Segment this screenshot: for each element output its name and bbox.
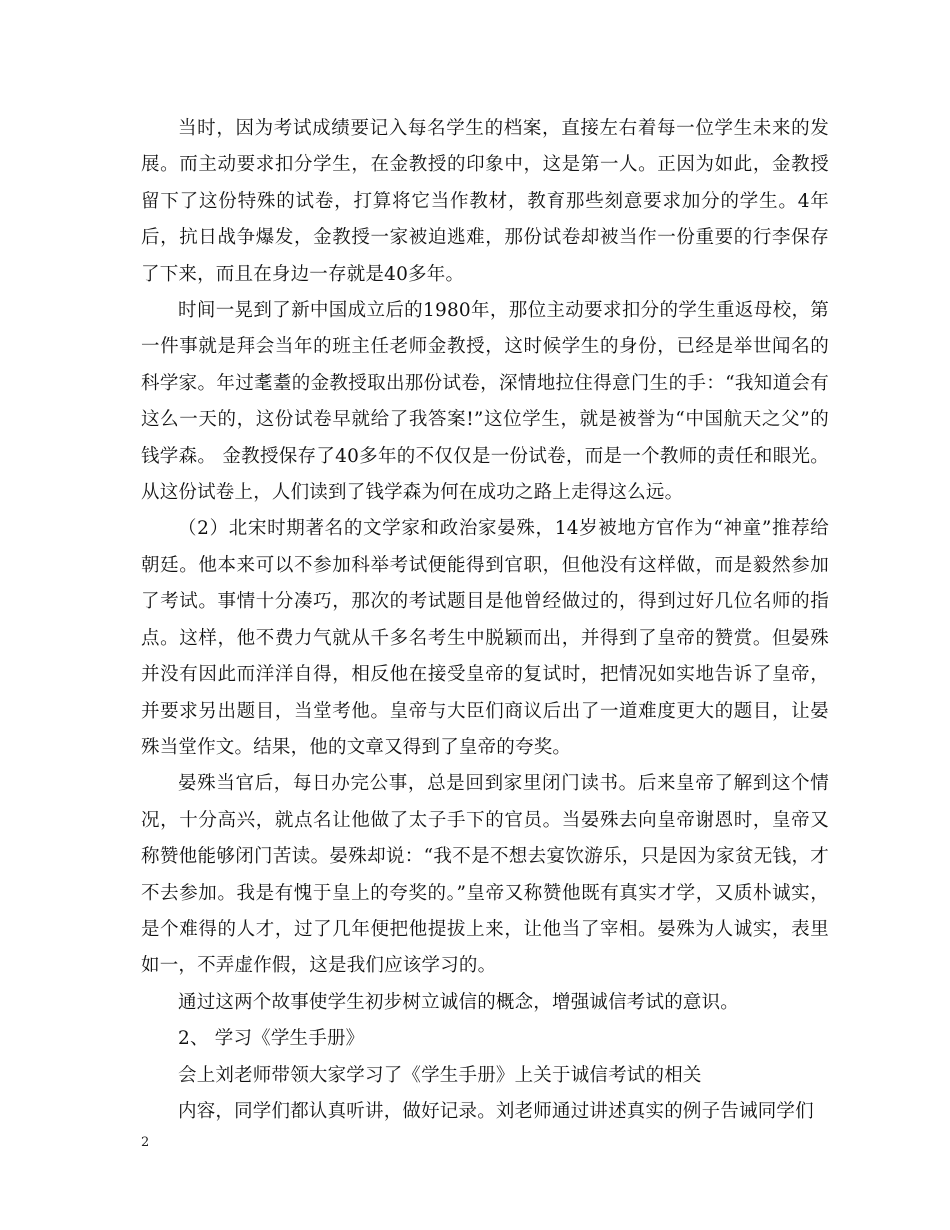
paragraph-summary: 通过这两个故事使学生初步树立诚信的概念，增强诚信考试的意识。 xyxy=(178,991,740,1013)
paragraph-yan-shu-exam: （2）北宋时期著名的文学家和政治家晏殊，14岁被地方官作为“神童”推荐给朝廷。他本来可以不参加科举考试便能得到官职，但他没有这样做，而是毅然参加了考试。事情十分凑巧，那次的考试题目是他曾经做过的，得到过好几位名师的指点。这样，他不费力气就从千多名考生中脱颖而出，并得到了皇帝的赞赏。但晏殊并没有因此而洋洋自得，相反他在接受皇帝的复试时，把情况如实地告诉了皇帝，并要求另出题目，当堂考他。皇帝与大臣们商议后出了一道难度更大的题目，让晏殊当堂作文。结果，他的文章又得到了皇帝的夸奖。 xyxy=(141,518,829,758)
paragraph-qian-xuesen-exam: 当时，因为考试成绩要记入每名学生的档案，直接左右着每一位学生未来的发展。而主动要求扣分学生，在金教授的印象中，这是第一人。正因为如此，金教授留下了这份特殊的试卷，打算将它当作教材，教育那些刻意要求加分的学生。4年后，抗日战争爆发，金教授一家被迫逃难，那份试卷却被当作一份重要的行李保存了下来，而且在身边一存就是40多年。 xyxy=(141,118,829,285)
paragraph-handbook-continued: 内容，同学们都认真听讲，做好记录。刘老师通过讲述真实的例子告诫同学们 xyxy=(178,1100,814,1122)
document-body xyxy=(141,111,829,1130)
paragraph-qian-xuesen-return: 时间一晃到了新中国成立后的1980年，那位主动要求扣分的学生重返母校，第一件事就是拜会当年的班主任老师金教授，这时候学生的身份，已经是举世闻名的科学家。年过耄耋的金教授取出那份试卷，深情地拉住得意门生的手：“我知道会有这么一天的，这份试卷早就给了我答案!”这位学生，就是被誉为“中国航天之父”的钱学森。 金教授保存了40多年的不仅仅是一份试卷，而是一个教师的责任和眼光。从这份试卷上，人们读到了钱学森为何在成功之路上走得这么远。 xyxy=(141,300,829,504)
paragraph-yan-shu-official: 晏殊当官后，每日办完公事，总是回到家里闭门读书。后来皇帝了解到这个情况，十分高兴，就点名让他做了太子手下的官员。当晏殊去向皇帝谢恩时，皇帝又称赞他能够闭门苦读。晏殊却说：“我不是不想去宴饮游乐，只是因为家贫无钱，才不去参加。我是有愧于皇上的夸奖的。”皇帝又称赞他既有真实才学，又质朴诚实，是个难得的人才，过了几年便把他提拔上来，让他当了宰相。晏殊为人诚实，表里如一，不弄虚作假，这是我们应该学习的。 xyxy=(141,773,829,977)
section-heading-student-handbook: 2、 学习《学生手册》 xyxy=(178,1028,365,1050)
page-number: 2 xyxy=(141,1135,150,1150)
paragraph-handbook-study: 会上刘老师带领大家学习了《学生手册》上关于诚信考试的相关 xyxy=(178,1064,702,1086)
